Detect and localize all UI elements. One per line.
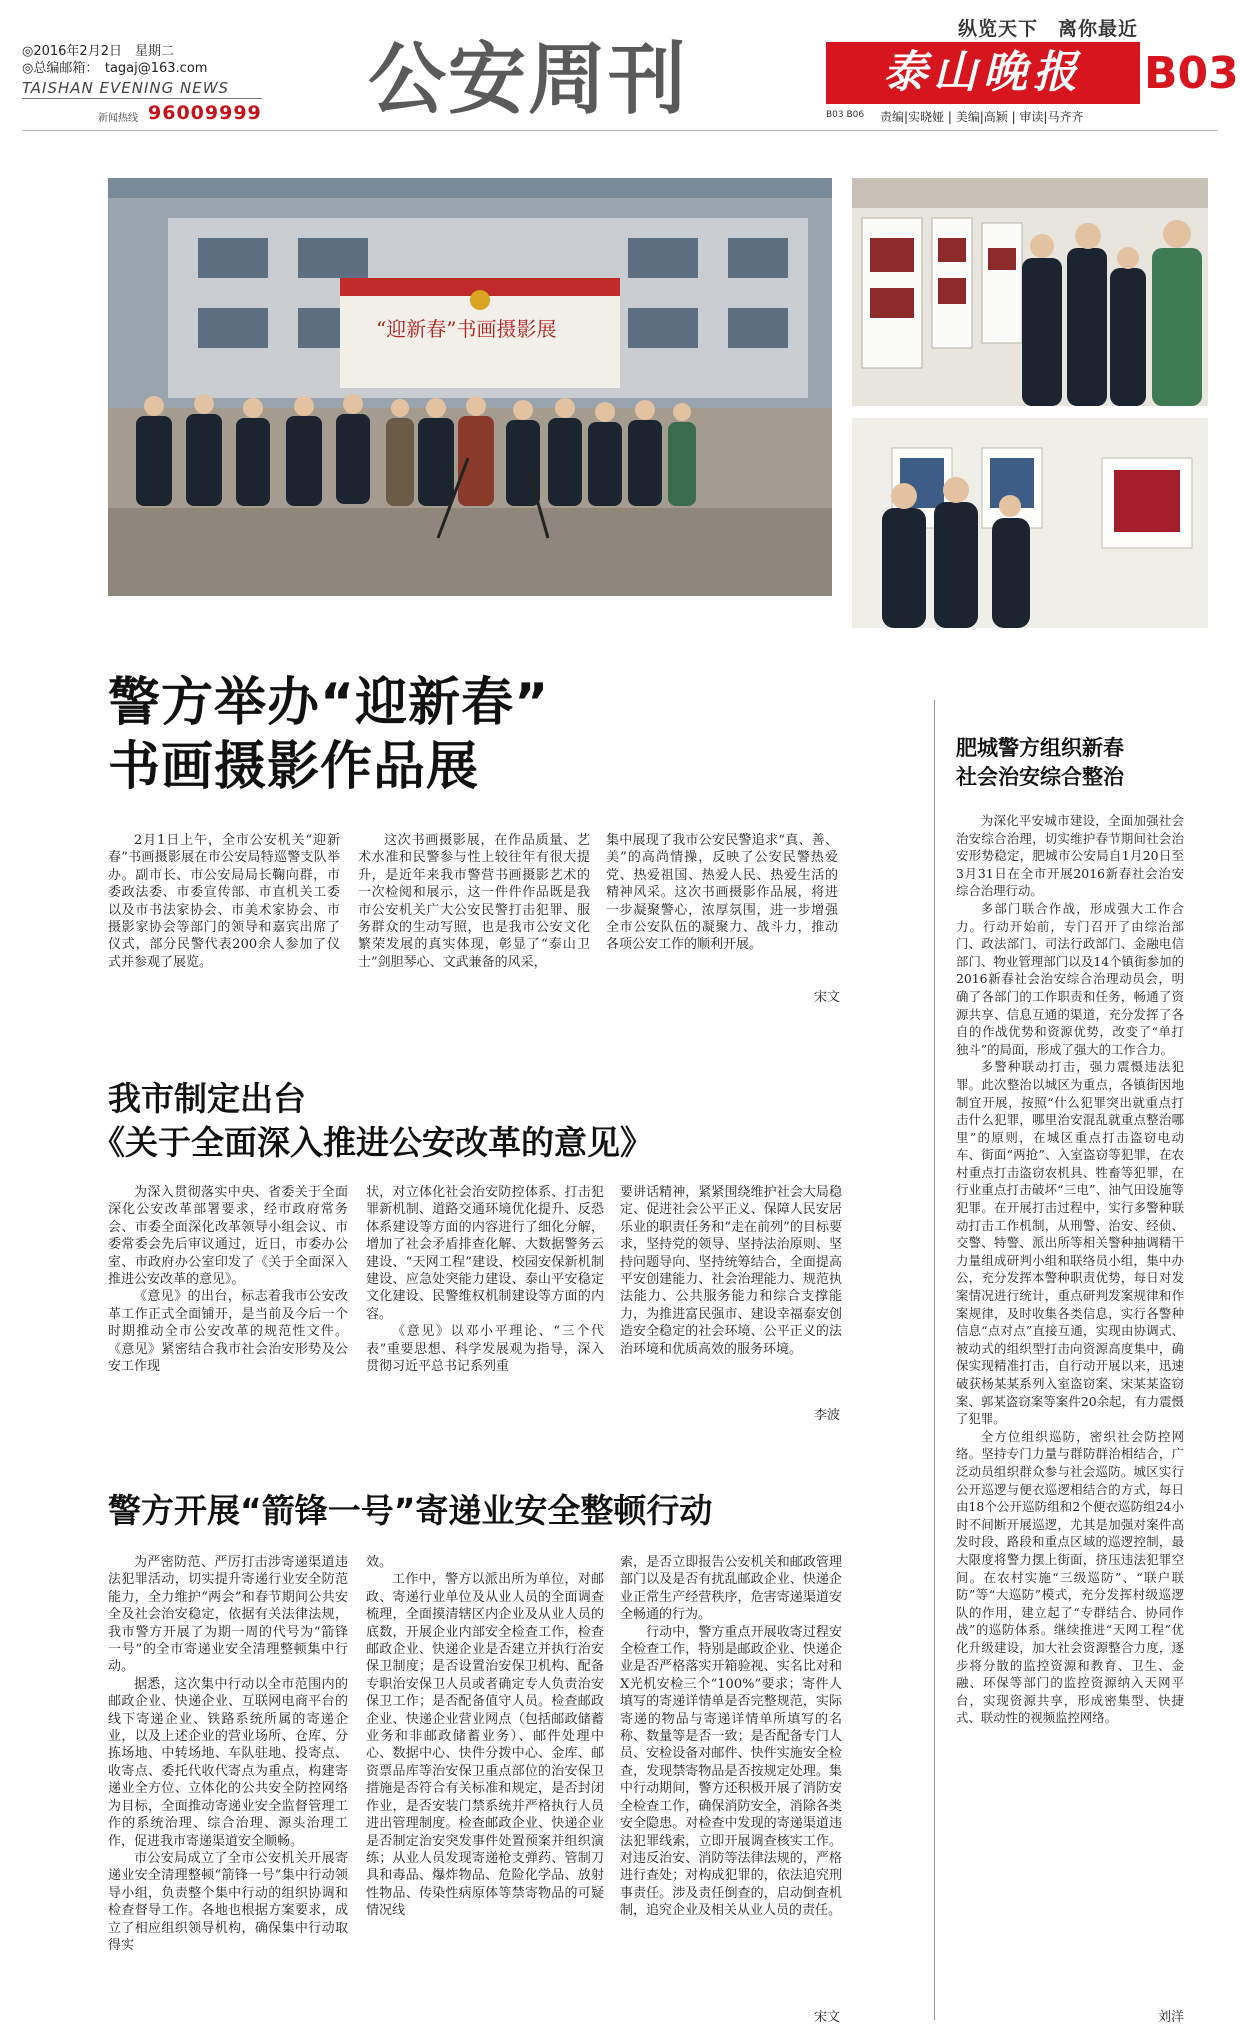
article2-para1: 为深入贯彻落实中央、省委关于全面深化公安改革部署要求，经市政府常务会、市委全面深化改革领导小组会议、市委常委会先后审议通过，近日，市委办公室、市政府办公室印发了《关于全面深入推进公安改革的意见》。 xyxy=(108,1185,348,1288)
logo-subtext: B03 B06 xyxy=(826,110,865,120)
article2-para4: 《意见》以邓小平理论、“三个代表”重要思想、科学发展观为指导，深入贯彻习近平总书记系列重 xyxy=(366,1324,604,1375)
article1-headline-line2: 书画摄影作品展 xyxy=(108,737,480,797)
editor-email: ◎总编邮箱： tagaj@163.com xyxy=(22,61,208,76)
page-code: B03 xyxy=(1144,48,1239,99)
issue-date: ◎2016年2月2日 星期二 xyxy=(22,44,174,59)
article1-col1 xyxy=(108,832,340,971)
article3-para6: 索，是否立即报告公安机关和邮政管理部门以及是否有扰乱邮政企业、快递企业正常生产经营秩序，危害寄递渠道安全畅通的行为。 xyxy=(620,1555,842,1623)
article1-para1: 2月1日上午，全市公安机关“迎新春”书画摄影展在市公安局特巡警支队举办。副市长、市公安局局长鞠向群，市委政法委、市委宣传部、市直机关工委以及市书法家协会、市美术家协会、市摄影家协会等部门的领导和嘉宾出席了仪式，部分民警代表200余人参加了仪式并参观了展览。 xyxy=(108,833,340,970)
article3-para5: 工作中，警方以派出所为单位，对邮政、寄递行业单位及从业人员的全面调查梳理，全面摸清辖区内企业及从业人员的底数，开展企业内部安全检查工作，检查邮政企业、快递企业是否建立并执行治安保卫制度；是否设置治安保卫机构、配备专职治安保卫人员或者确定专人负责治安保卫工作；是否配备值守人员。检查邮政企业、快递企业营业网点（包括邮政储蓄业务和非邮政储蓄业务）、邮件处理中心、数据中心、快件分拨中心、金库、邮资票品库等治安保卫重点部位的治安保卫措施是否符合有关标准和规定，是否封闭作业，是否安装门禁系统并严格执行人员进出管理制度。检查邮政企业、快递企业是否制定治安突发事件处置预案并组织演练；从业人员发现寄递枪支弹药、管制刀具和毒品、爆炸物品、危险化学品、放射性物品、传染性病原体等禁寄物品的可疑情况线 xyxy=(366,1572,604,1919)
article3-col1 xyxy=(108,1554,348,1954)
article2-headline-line2: 《关于全面深入推进公安改革的意见》 xyxy=(92,1123,653,1162)
banner-text: “迎新春”书画摄影展 xyxy=(376,317,557,341)
article2-para3: 状，对立体化社会治安防控体系、打击犯罪新机制、道路交通环境优化提升、反恐体系建设等方面的内容进行了细化分解，增加了社会矛盾排查化解、大数据警务云建设、“天网工程”建设、校园安保新机制建设、应急处突能力建设、泰山平安稳定文化建设、民警维权机制建设等方面的内容。 xyxy=(366,1185,604,1322)
article2-col1 xyxy=(108,1184,348,1375)
masthead-underline xyxy=(22,98,262,99)
article2-headline-line1: 我市制定出台 xyxy=(108,1079,306,1118)
article3-para4: 效。 xyxy=(366,1555,393,1570)
sidebar-headline-line1: 肥城警方组织新春 xyxy=(956,736,1124,760)
article3-para3: 市公安局成立了全市公安机关开展寄递业安全清理整顿“箭锋一号”集中行动领导小组，负责整个集中行动的组织协调和检查督导工作。各地也根据方案要求，成立了相应组织领导机构，确保集中行动取得实 xyxy=(108,1850,348,1953)
article3-headline: 警方开展“箭锋一号”寄递业安全整顿行动 xyxy=(108,1491,713,1530)
article3-col3 xyxy=(620,1554,842,1920)
sidebar-para3: 多警种联动打击，强力震慑违法犯罪。此次整治以城区为重点，各镇街因地制宜开展，按照“什么犯罪突出就重点打击什么犯罪，哪里治安混乱就重点整治哪里”的原则，在城区重点打击盗窃电动车、街面“两抢”、入室盗窃等犯罪，在农村重点打击盗窃农机具、牲畜等犯罪，在行业重点打击破坏“三电”、油气田设施等犯罪。在开展打击过程中，实行多警种联动打击工作机制，从刑警、治安、经侦、交警、特警、派出所等相关警种抽调精干力量组成研判小组和联络员小组，集中办公，充分发挥本警种职责优势，每日对发案情况进行统计，重点研判发案规律和作案规律，及时收集各类信息，实行各警种信息“点对点”直接互通，实现由协调式、被动式的组织型打击向资源高度集中，确保实现精准打击，自行动开展以来，迅速破获杨某某系列入室盗窃案、宋某某盗窃案、郭某盗窃案等案件20余起，有力震慑了犯罪。 xyxy=(956,1059,1184,1427)
sidebar-byline: 刘洋 xyxy=(1157,2010,1184,2025)
masthead-rule xyxy=(22,130,1218,131)
article3-byline: 宋文 xyxy=(813,2010,840,2025)
hotline-number: 96009999 xyxy=(148,102,262,124)
article3-col2 xyxy=(366,1554,604,1920)
hotline-label: 新闻热线 xyxy=(98,113,138,124)
sidebar-headline-line2: 社会治安综合整治 xyxy=(956,765,1124,789)
article1-para3: 集中展现了我市公安民警追求“真、善、美”的高尚情操，反映了公安民警热爱党、热爱祖国、热爱人民、热爱生活的精神风采。这次书画摄影作品展，将进一步凝聚警心，浓厚氛围，进一步增强全市公安队伍的凝聚力、战斗力，推动各项公安工作的顺利开展。 xyxy=(606,833,838,953)
article2-para2: 《意见》的出台，标志着我市公安改革工作正式全面铺开，是当前及今后一个时期推动全市公安改革的规范性文件。《意见》紧密结合我市社会治安形势及公安工作现 xyxy=(108,1289,348,1375)
newspaper-logo: 泰山晚报 xyxy=(826,42,1140,104)
sidebar-body xyxy=(956,812,1184,1727)
sidebar-para4: 全方位组织巡防，密织社会防控网络。坚持专门力量与群防群治相结合，广泛动员组织群众参与社会巡防。城区实行公开巡逻与便衣巡逻相结合的方式，每日由18个公开巡防组和2个便衣巡防组24小时不间断开展巡逻，尤其是加强对案件高发时段、路段和重点区域的巡逻控制，最大限度将警力摆上街面，挤压违法犯罪空间。在农村实施“三级巡防”、“联户联防”等“大巡防”模式，充分发挥村级巡逻队的作用，建立起了“专群结合、协同作战”的巡防体系。继续推进“天网工程”优化升级建设，加大社会资源整合力度，逐步将分散的监控资源和教育、卫生、金融、环保等部门的监控资源纳入天网平台，实现资源共享，形成密集型、快捷式、联动性的视频监控网络。 xyxy=(956,1428,1184,1726)
article2-col2 xyxy=(366,1184,604,1375)
section-title: 公安周刊 xyxy=(368,35,689,125)
article3-para1: 为严密防范、严厉打击涉寄递渠道违法犯罪活动，切实提升寄递行业安全防范能力，全力维护“两会”和春节期间公共安全及社会治安稳定，依据有关法律法规，我市警方开展了为期一周的代号为“箭锋一号”的全市寄递业安全清理整顿集中行动。 xyxy=(108,1555,348,1675)
sidebar-divider xyxy=(934,700,935,2020)
article1-headline-line1: 警方举办“迎新春” xyxy=(108,673,550,733)
article1-col3 xyxy=(606,832,838,954)
article3-para7: 行动中，警方重点开展收寄过程安全检查工作，特别是邮政企业、快递企业是否严格落实开箱验视、实名比对和X光机安检三个“100%”要求；寄件人填写的寄递详情单是否完整规范，实际寄递的物品与寄递详情单所填写的名称、数量等是否一致；是否配备专门人员、安检设备对邮件、快件实施安全检查，发现禁寄物品是否按规定处理。集中行动期间，警方还积极开展了消防安全检查工作，确保消防安全，消除各类安全隐患。对检查中发现的寄递渠道违法犯罪线索，立即开展调查核实工作。对违反治安、消防等法律法规的，严格进行查处；对构成犯罪的，依法追究刑事责任。涉及责任倒查的，启动倒查机制，追究企业及相关从业人员的责任。 xyxy=(620,1624,842,1919)
brand-english: TAISHAN EVENING NEWS xyxy=(22,79,230,97)
article2-byline: 李波 xyxy=(813,1408,840,1423)
article1-para2: 这次书画摄影展，在作品质量、艺术水准和民警参与性上较往年有很大提升，是近年来我市警营书画摄影艺术的一次检阅和展示，这一件件作品既是我市公安机关广大公安民警打击犯罪、服务群众的生动写照，也是我市公安文化繁荣发展的真实体现，彰显了“泰山卫士”剑胆琴心、文武兼备的风采， xyxy=(358,833,590,970)
article3-para2: 据悉，这次集中行动以全市范围内的邮政企业、快递企业、互联网电商平台的线下寄递企业、铁路系统所属的寄递企业，以及上述企业的营业场所、仓库、分拣场地、中转场地、车队驻地、投寄点、收寄点、委托代收代寄点为重点，构建寄递业全方位、立体化的公共安全防控网络为目标，全面推动寄递业安全监督管理工作的系统治理、综合治理、源头治理工作，促进我市寄递渠道安全顺畅。 xyxy=(108,1676,348,1849)
sidebar-para2: 多部门联合作战，形成强大工作合力。行动开始前，专门召开了由综治部门、政法部门、司法行政部门、金融电信部门、物业管理部门以及14个镇街参加的2016新春社会治安综合治理动员会，明确了各部门的工作职责和任务，畅通了资源共享、信息互通的渠道，充分发挥了各自的作战优势和资源优势，改变了“单打独斗”的局面，形成了强大的工作合力。 xyxy=(956,900,1184,1057)
photo-exhibit-viewing xyxy=(852,418,1208,628)
slogan: 纵览天下 离你最近 xyxy=(958,18,1139,40)
editor-credits: 责编|实晓娅 | 美编|高颖 | 审读|马齐齐 xyxy=(880,110,1084,124)
photo-gallery-visit xyxy=(852,178,1208,406)
photo-ceremony xyxy=(108,178,832,596)
article2-para5: 要讲话精神，紧紧围绕维护社会大局稳定、促进社会公平正义、保障人民安居乐业的职责任务和“走在前列”的目标要求，坚持党的领导、坚持法治原则、坚持问题导向、坚持统筹结合，全面提高平安创建能力、社会治理能力、规范执法能力、公共服务能力和综合支撑能力，为推进富民强市、建设幸福泰安创造安全稳定的社会环境、公平正义的法治环境和优质高效的服务环境。 xyxy=(620,1185,842,1357)
article1-col2 xyxy=(358,832,590,971)
sidebar-para1: 为深化平安城市建设，全面加强社会治安综合治理，切实维护春节期间社会治安形势稳定，肥城市公安局自1月20日至3月31日在全市开展2016新春社会治安综合治理行动。 xyxy=(956,813,1184,899)
article2-col3 xyxy=(620,1184,842,1358)
article1-byline: 宋文 xyxy=(813,990,840,1005)
